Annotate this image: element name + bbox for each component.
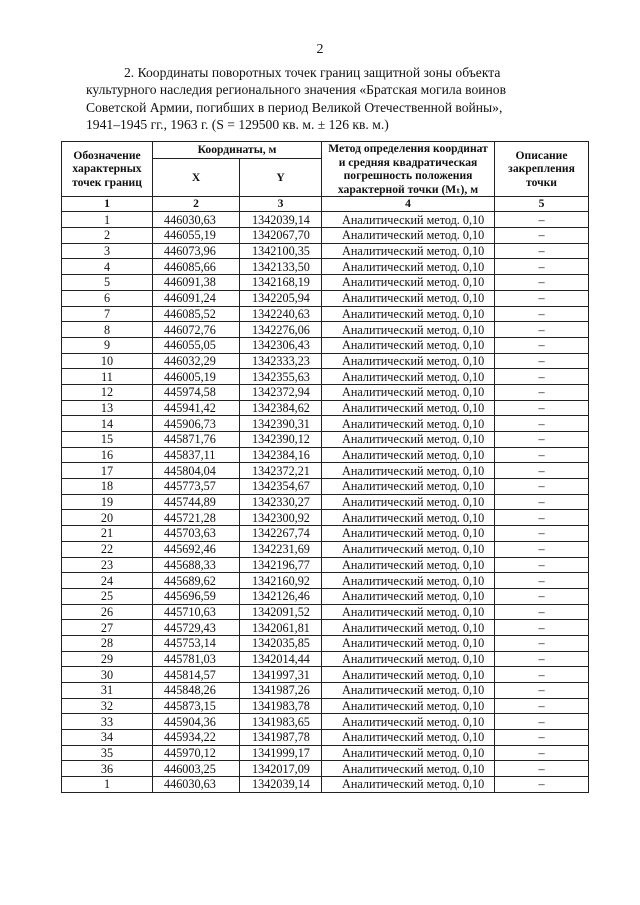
table-body [62,212,589,792]
point-cell: 15 [62,432,153,448]
x-cell: 445744,89 [153,494,240,510]
point-cell: 23 [62,557,153,573]
description-cell: – [495,588,589,604]
x-cell: 446005,19 [153,369,240,385]
y-cell: 1342390,12 [240,432,322,448]
heading-line: Советской Армии, погибших в период Великой Отечественной войны», [86,99,503,115]
table-row [62,384,589,400]
x-cell: 446085,66 [153,259,240,275]
table-row [62,541,589,557]
x-cell: 445871,76 [153,432,240,448]
description-cell: – [495,400,589,416]
header-description: Описание закрепления точки [495,142,589,197]
x-cell: 445781,03 [153,651,240,667]
y-cell: 1342354,67 [240,479,322,495]
method-cell: Аналитический метод. 0,10 [322,290,495,306]
method-cell: Аналитический метод. 0,10 [322,761,495,777]
page-number: 2 [316,42,324,57]
point-cell: 12 [62,384,153,400]
table-row [62,745,589,761]
header-y: Y [240,158,322,197]
y-cell: 1342126,46 [240,588,322,604]
table-row [62,337,589,353]
point-cell: 7 [62,306,153,322]
table-row [62,369,589,385]
table-row [62,353,589,369]
description-cell: – [495,275,589,291]
x-cell: 445904,36 [153,714,240,730]
method-cell: Аналитический метод. 0,10 [322,573,495,589]
section-heading [86,64,578,134]
description-cell: – [495,745,589,761]
x-cell: 446073,96 [153,243,240,259]
heading-line: культурного наследия регионального значения «Братская могила воинов [86,82,507,98]
y-cell: 1342306,43 [240,337,322,353]
y-cell: 1342384,62 [240,400,322,416]
y-cell: 1342330,27 [240,494,322,510]
description-cell: – [495,667,589,683]
table-row [62,730,589,746]
method-cell: Аналитический метод. 0,10 [322,588,495,604]
x-cell: 445873,15 [153,698,240,714]
description-cell: – [495,259,589,275]
x-cell: 445729,43 [153,620,240,636]
point-cell: 17 [62,463,153,479]
table-row [62,651,589,667]
y-cell: 1342017,09 [240,761,322,777]
x-cell: 445848,26 [153,683,240,699]
table-row [62,212,589,228]
header-coordinates: Координаты, м [153,142,322,159]
table-row [62,275,589,291]
description-cell: – [495,573,589,589]
point-cell: 18 [62,479,153,495]
point-cell: 33 [62,714,153,730]
y-cell: 1342276,06 [240,322,322,338]
point-cell: 11 [62,369,153,385]
description-cell: – [495,306,589,322]
description-cell: – [495,714,589,730]
method-cell: Аналитический метод. 0,10 [322,745,495,761]
x-cell: 446003,25 [153,761,240,777]
method-cell: Аналитический метод. 0,10 [322,212,495,228]
header-x: X [153,158,240,197]
description-cell: – [495,384,589,400]
method-cell: Аналитический метод. 0,10 [322,369,495,385]
point-cell: 27 [62,620,153,636]
description-cell: – [495,604,589,620]
point-cell: 8 [62,322,153,338]
y-cell: 1342267,74 [240,526,322,542]
x-cell: 446055,05 [153,337,240,353]
table-row [62,494,589,510]
x-cell: 445773,57 [153,479,240,495]
point-cell: 29 [62,651,153,667]
point-cell: 35 [62,745,153,761]
description-cell: – [495,730,589,746]
description-cell: – [495,526,589,542]
method-cell: Аналитический метод. 0,10 [322,730,495,746]
method-cell: Аналитический метод. 0,10 [322,353,495,369]
table-row [62,714,589,730]
method-cell: Аналитический метод. 0,10 [322,651,495,667]
method-cell: Аналитический метод. 0,10 [322,322,495,338]
y-cell: 1342390,31 [240,416,322,432]
method-cell: Аналитический метод. 0,10 [322,698,495,714]
method-cell: Аналитический метод. 0,10 [322,667,495,683]
x-cell: 445692,46 [153,541,240,557]
table-row [62,557,589,573]
y-cell: 1342300,92 [240,510,322,526]
table-row [62,667,589,683]
y-cell: 1342100,35 [240,243,322,259]
y-cell: 1341983,65 [240,714,322,730]
y-cell: 1342231,69 [240,541,322,557]
point-cell: 31 [62,683,153,699]
description-cell: – [495,494,589,510]
description-cell: – [495,463,589,479]
heading-line: 1941–1945 гг., 1963 г. (S = 129500 кв. м. ± 126 кв. м.) [86,117,389,133]
y-cell: 1342168,19 [240,275,322,291]
description-cell: – [495,479,589,495]
method-cell: Аналитический метод. 0,10 [322,337,495,353]
description-cell: – [495,228,589,244]
table-row [62,604,589,620]
table-row [62,510,589,526]
description-cell: – [495,683,589,699]
point-cell: 9 [62,337,153,353]
point-cell: 10 [62,353,153,369]
method-cell: Аналитический метод. 0,10 [322,306,495,322]
y-cell: 1342372,94 [240,384,322,400]
x-cell: 446091,38 [153,275,240,291]
method-cell: Аналитический метод. 0,10 [322,243,495,259]
point-cell: 6 [62,290,153,306]
method-cell: Аналитический метод. 0,10 [322,541,495,557]
table-row [62,447,589,463]
point-cell: 1 [62,777,153,793]
point-cell: 1 [62,212,153,228]
table-row [62,463,589,479]
y-cell: 1342196,77 [240,557,322,573]
x-cell: 446032,29 [153,353,240,369]
description-cell: – [495,369,589,385]
x-cell: 445710,63 [153,604,240,620]
point-cell: 26 [62,604,153,620]
y-cell: 1342014,44 [240,651,322,667]
point-cell: 5 [62,275,153,291]
method-cell: Аналитический метод. 0,10 [322,228,495,244]
x-cell: 445703,63 [153,526,240,542]
x-cell: 446072,76 [153,322,240,338]
x-cell: 445941,42 [153,400,240,416]
point-cell: 16 [62,447,153,463]
y-cell: 1342333,23 [240,353,322,369]
point-cell: 28 [62,635,153,651]
y-cell: 1341997,31 [240,667,322,683]
x-cell: 446085,52 [153,306,240,322]
column-number: 2 [153,197,240,212]
table-row [62,416,589,432]
x-cell: 445753,14 [153,635,240,651]
y-cell: 1342091,52 [240,604,322,620]
description-cell: – [495,243,589,259]
method-cell: Аналитический метод. 0,10 [322,510,495,526]
x-cell: 445906,73 [153,416,240,432]
point-cell: 19 [62,494,153,510]
description-cell: – [495,541,589,557]
point-cell: 36 [62,761,153,777]
heading-line: 2. Координаты поворотных точек границ защитной зоны объекта [124,65,501,80]
table-row [62,588,589,604]
description-cell: – [495,290,589,306]
table-row [62,526,589,542]
method-cell: Аналитический метод. 0,10 [322,635,495,651]
point-cell: 13 [62,400,153,416]
y-cell: 1342035,85 [240,635,322,651]
point-cell: 2 [62,228,153,244]
y-cell: 1342240,63 [240,306,322,322]
y-cell: 1342372,21 [240,463,322,479]
y-cell: 1342039,14 [240,212,322,228]
y-cell: 1342133,50 [240,259,322,275]
description-cell: – [495,557,589,573]
x-cell: 445837,11 [153,447,240,463]
table-row [62,777,589,793]
point-cell: 22 [62,541,153,557]
description-cell: – [495,353,589,369]
method-cell: Аналитический метод. 0,10 [322,384,495,400]
y-cell: 1341983,78 [240,698,322,714]
method-cell: Аналитический метод. 0,10 [322,714,495,730]
point-cell: 24 [62,573,153,589]
point-cell: 34 [62,730,153,746]
method-cell: Аналитический метод. 0,10 [322,416,495,432]
point-cell: 21 [62,526,153,542]
method-cell: Аналитический метод. 0,10 [322,463,495,479]
y-cell: 1342355,63 [240,369,322,385]
description-cell: – [495,447,589,463]
column-number: 4 [322,197,495,212]
point-cell: 14 [62,416,153,432]
x-cell: 445696,59 [153,588,240,604]
x-cell: 446030,63 [153,212,240,228]
method-cell: Аналитический метод. 0,10 [322,683,495,699]
table-row [62,479,589,495]
y-cell: 1341987,26 [240,683,322,699]
method-cell: Аналитический метод. 0,10 [322,777,495,793]
point-cell: 4 [62,259,153,275]
method-cell: Аналитический метод. 0,10 [322,604,495,620]
description-cell: – [495,322,589,338]
y-cell: 1341987,78 [240,730,322,746]
method-cell: Аналитический метод. 0,10 [322,275,495,291]
header-point: Обозначение характерных точек границ [62,142,153,197]
x-cell: 445814,57 [153,667,240,683]
description-cell: – [495,620,589,636]
y-cell: 1342205,94 [240,290,322,306]
y-cell: 1342039,14 [240,777,322,793]
y-cell: 1342067,70 [240,228,322,244]
y-cell: 1342061,81 [240,620,322,636]
table-row [62,432,589,448]
description-cell: – [495,635,589,651]
point-cell: 20 [62,510,153,526]
point-cell: 3 [62,243,153,259]
column-number: 1 [62,197,153,212]
table-row [62,573,589,589]
x-cell: 446091,24 [153,290,240,306]
x-cell: 446030,63 [153,777,240,793]
description-cell: – [495,761,589,777]
x-cell: 445688,33 [153,557,240,573]
method-cell: Аналитический метод. 0,10 [322,526,495,542]
description-cell: – [495,212,589,228]
method-cell: Аналитический метод. 0,10 [322,400,495,416]
y-cell: 1341999,17 [240,745,322,761]
method-cell: Аналитический метод. 0,10 [322,494,495,510]
table-row [62,761,589,777]
header-method: Метод определения координат и средняя квадратическая погрешность положения характерной точки (Mₜ), м [322,142,495,197]
x-cell: 445934,22 [153,730,240,746]
column-number: 3 [240,197,322,212]
method-cell: Аналитический метод. 0,10 [322,432,495,448]
point-cell: 30 [62,667,153,683]
description-cell: – [495,432,589,448]
table-row [62,290,589,306]
description-cell: – [495,510,589,526]
x-cell: 445689,62 [153,573,240,589]
description-cell: – [495,698,589,714]
table-row [62,698,589,714]
table-row [62,620,589,636]
method-cell: Аналитический метод. 0,10 [322,479,495,495]
method-cell: Аналитический метод. 0,10 [322,259,495,275]
table-row [62,683,589,699]
method-cell: Аналитический метод. 0,10 [322,620,495,636]
x-cell: 446055,19 [153,228,240,244]
point-cell: 25 [62,588,153,604]
table-row [62,228,589,244]
method-cell: Аналитический метод. 0,10 [322,447,495,463]
table-row [62,635,589,651]
x-cell: 445970,12 [153,745,240,761]
point-cell: 32 [62,698,153,714]
column-number: 5 [495,197,589,212]
method-cell: Аналитический метод. 0,10 [322,557,495,573]
description-cell: – [495,777,589,793]
x-cell: 445721,28 [153,510,240,526]
description-cell: – [495,416,589,432]
description-cell: – [495,337,589,353]
table-row [62,306,589,322]
y-cell: 1342384,16 [240,447,322,463]
table-row [62,322,589,338]
x-cell: 445804,04 [153,463,240,479]
y-cell: 1342160,92 [240,573,322,589]
table-row [62,400,589,416]
table-row [62,243,589,259]
x-cell: 445974,58 [153,384,240,400]
coordinates-table [61,141,589,793]
description-cell: – [495,651,589,667]
table-row [62,259,589,275]
